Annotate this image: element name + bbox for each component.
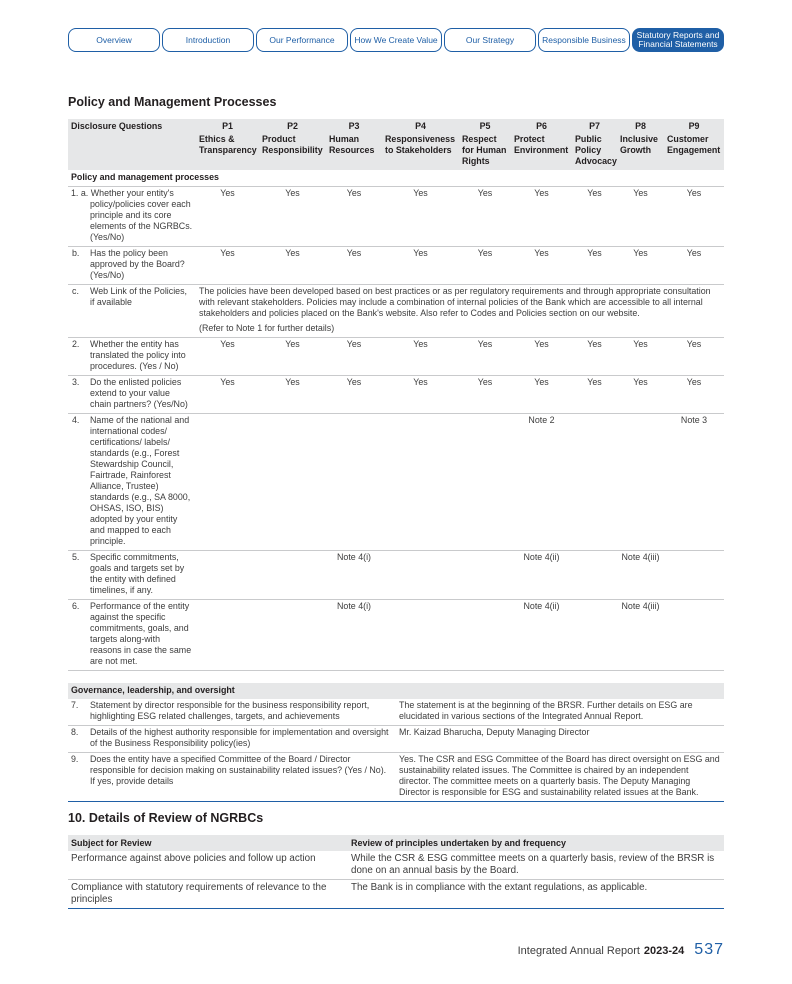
cell-value: Yes bbox=[326, 187, 382, 247]
cell-value bbox=[572, 551, 617, 600]
tab-statutory-reports[interactable]: Statutory Reports and Financial Statements bbox=[632, 28, 724, 52]
principle-code: P9 bbox=[664, 119, 724, 133]
cell-value: Yes bbox=[382, 338, 459, 376]
column-header: Review of principles undertaken by and frequency bbox=[348, 835, 724, 851]
question-text: Does the entity have a specified Committee of the Board / Director responsible for decision making on sustainability related issues? (Yes / No). If yes, provide details bbox=[90, 754, 387, 786]
policy-web-link-text: The policies have been developed based on best practices or as per regulatory requirements and through appropriate consultation with relevant stakeholders. Policies may include a combination of internal policies of the Bank which are accessible to all internal stakeholders and policies placed on the Bank's website. Also refer to Codes and Policies section on our website. bbox=[199, 286, 711, 318]
cell-value: Yes bbox=[511, 187, 572, 247]
table-row bbox=[68, 338, 724, 376]
page-number: 537 bbox=[694, 941, 724, 958]
cell-value: Yes bbox=[196, 376, 259, 414]
question-text: Has the policy been approved by the Board? (Yes/No) bbox=[90, 248, 185, 280]
cell-value: Yes bbox=[617, 247, 664, 285]
question-text: Statement by director responsible for the business responsibility report, highlighting ESG related challenges, targets, and achievements bbox=[90, 700, 370, 721]
cell-value bbox=[572, 600, 617, 671]
cell-value bbox=[664, 600, 724, 671]
tab-our-strategy[interactable]: Our Strategy bbox=[444, 28, 536, 52]
tab-introduction[interactable]: Introduction bbox=[162, 28, 254, 52]
cell-value bbox=[459, 600, 511, 671]
row-number: b. bbox=[72, 248, 80, 258]
principle-name: Human Resources bbox=[326, 133, 382, 170]
review-section-title: 10. Details of Review of NGRBCs bbox=[68, 811, 264, 825]
cell-value bbox=[382, 414, 459, 551]
cell-value: Note 4(ii) bbox=[511, 600, 572, 671]
cell-value: Yes bbox=[382, 247, 459, 285]
table-header-row bbox=[68, 119, 724, 133]
cell-value bbox=[382, 600, 459, 671]
question-text: Name of the national and international codes/ certifications/ labels/ standards (e.g., Forest Stewardship Council, Fairtrade, Rainforest Alliance, Trustee) standards (e.g., SA 8000, OHSAS, ISO, BIS) adopted by your entity and mapped to each principle. bbox=[90, 415, 191, 546]
cell-value bbox=[459, 551, 511, 600]
cell-value: Note 4(i) bbox=[326, 600, 382, 671]
cell-value: Yes bbox=[459, 187, 511, 247]
cell-value: Yes bbox=[511, 338, 572, 376]
page-title: Policy and Management Processes bbox=[68, 95, 277, 109]
tab-how-we-create-value[interactable]: How We Create Value bbox=[350, 28, 442, 52]
cell-value: Note 3 bbox=[664, 414, 724, 551]
section-label: Policy and management processes bbox=[68, 170, 724, 187]
principle-code: P4 bbox=[382, 119, 459, 133]
cell-value bbox=[259, 414, 326, 551]
principle-name: Public Policy Advocacy bbox=[572, 133, 617, 170]
row-number: 4. bbox=[72, 415, 80, 425]
cell-value: Note 4(i) bbox=[326, 551, 382, 600]
cell-value: Yes bbox=[511, 376, 572, 414]
question-text: Web Link of the Policies, if available bbox=[90, 286, 188, 307]
row-number: 3. bbox=[72, 377, 80, 387]
cell-value: Note 4(iii) bbox=[617, 551, 664, 600]
cell-value bbox=[259, 551, 326, 600]
cell-value: Yes bbox=[664, 247, 724, 285]
tab-our-performance[interactable]: Our Performance bbox=[256, 28, 348, 52]
table-row bbox=[68, 851, 724, 880]
cell-value: Yes bbox=[196, 247, 259, 285]
cell-value: Yes bbox=[572, 187, 617, 247]
cell-value: Yes bbox=[196, 187, 259, 247]
cell-value bbox=[382, 551, 459, 600]
principle-code: P7 bbox=[572, 119, 617, 133]
cell-value: Yes bbox=[259, 187, 326, 247]
question-text: Do the enlisted policies extend to your value chain partners? (Yes/No) bbox=[90, 377, 188, 409]
principle-name: Customer Engagement bbox=[664, 133, 724, 170]
cell-value: Yes bbox=[572, 247, 617, 285]
row-number: 9. bbox=[71, 754, 79, 764]
cell-value: Yes bbox=[259, 338, 326, 376]
row-number: 6. bbox=[72, 601, 80, 611]
review-subject: Performance against above policies and follow up action bbox=[68, 851, 348, 880]
cell-value: Yes bbox=[664, 187, 724, 247]
principle-name: Ethics & Transparency bbox=[196, 133, 259, 170]
table-row bbox=[68, 551, 724, 600]
table-header-row bbox=[68, 133, 724, 170]
column-header: Subject for Review bbox=[68, 835, 348, 851]
cell-value: Yes bbox=[459, 247, 511, 285]
principle-code: P3 bbox=[326, 119, 382, 133]
tab-responsible-business[interactable]: Responsible Business bbox=[538, 28, 630, 52]
cell-value: Yes bbox=[664, 376, 724, 414]
principle-name: Inclusive Growth bbox=[617, 133, 664, 170]
cell-value: Yes bbox=[572, 376, 617, 414]
answer-text: The statement is at the beginning of the BRSR. Further details on ESG are elucidated in various sections of the Integrated Annual Report. bbox=[396, 699, 724, 726]
question-text: Whether your entity's policy/policies cover each principle and its core elements of the NGRBCs. (Yes/No) bbox=[90, 188, 193, 242]
cell-value bbox=[664, 551, 724, 600]
question-text: Details of the highest authority responsible for implementation and oversight of the Business Responsibility policy(ies) bbox=[90, 727, 389, 748]
table-row bbox=[68, 414, 724, 551]
review-subject: Compliance with statutory requirements of relevance to the principles bbox=[68, 880, 348, 909]
cell-value: Note 4(iii) bbox=[617, 600, 664, 671]
row-number: 7. bbox=[71, 700, 79, 710]
cell-value: Yes bbox=[326, 338, 382, 376]
principle-name: Responsiveness to Stakeholders bbox=[382, 133, 459, 170]
policy-table bbox=[68, 119, 724, 671]
cell-value: Yes bbox=[326, 376, 382, 414]
answer-text: Yes. The CSR and ESG Committee of the Board has direct oversight on ESG and sustainability related issues. The Committee is chaired by an independent director. The committee meets on a quarterly basis. The Deputy Managing Director is responsible for ESG and sustainability related issues at the Bank. bbox=[396, 753, 724, 802]
table-row bbox=[68, 247, 724, 285]
question-text: Whether the entity has translated the policy into procedures. (Yes / No) bbox=[90, 339, 186, 371]
principle-name: Respect for Human Rights bbox=[459, 133, 511, 170]
cell-value bbox=[572, 414, 617, 551]
table-header-row bbox=[68, 683, 724, 699]
cell-value: Note 4(ii) bbox=[511, 551, 572, 600]
report-name: Integrated Annual Report bbox=[517, 945, 640, 957]
table-row bbox=[68, 376, 724, 414]
cell-value: Yes bbox=[459, 376, 511, 414]
cell-value: Yes bbox=[664, 338, 724, 376]
review-detail: The Bank is in compliance with the extant regulations, as applicable. bbox=[348, 880, 724, 909]
table-row bbox=[68, 699, 724, 726]
table-row bbox=[68, 753, 724, 802]
cell-value: Yes bbox=[617, 376, 664, 414]
row-number: 8. bbox=[71, 727, 79, 737]
governance-table bbox=[68, 683, 724, 802]
cell-value: Yes bbox=[326, 247, 382, 285]
cell-value: Yes bbox=[459, 338, 511, 376]
row-number: 5. bbox=[72, 552, 80, 562]
cell-value bbox=[196, 414, 259, 551]
principle-code: P8 bbox=[617, 119, 664, 133]
table-row bbox=[68, 600, 724, 671]
table-row bbox=[68, 285, 724, 338]
question-text: Specific commitments, goals and targets set by the entity with defined timelines, if any. bbox=[90, 552, 185, 595]
cell-value: Yes bbox=[196, 338, 259, 376]
section-row bbox=[68, 170, 724, 187]
table-row bbox=[68, 726, 724, 753]
disclosure-questions-header: Disclosure Questions bbox=[68, 119, 196, 133]
cell-value: Yes bbox=[382, 187, 459, 247]
cell-value: Yes bbox=[382, 376, 459, 414]
cell-value: Yes bbox=[259, 247, 326, 285]
cell-value bbox=[259, 600, 326, 671]
table-row bbox=[68, 880, 724, 909]
cell-value: Yes bbox=[511, 247, 572, 285]
principle-code: P5 bbox=[459, 119, 511, 133]
section-navigation bbox=[68, 28, 728, 52]
cell-value: Yes bbox=[259, 376, 326, 414]
page-footer bbox=[518, 941, 724, 959]
row-number: 2. bbox=[72, 339, 80, 349]
policy-note-reference: (Refer to Note 1 for further details) bbox=[199, 323, 335, 333]
table-header-row bbox=[68, 835, 724, 851]
row-number: c. bbox=[72, 286, 79, 296]
cell-value bbox=[196, 551, 259, 600]
cell-value: Yes bbox=[572, 338, 617, 376]
cell-value bbox=[326, 414, 382, 551]
principle-name: Product Responsibility bbox=[259, 133, 326, 170]
tab-overview[interactable]: Overview bbox=[68, 28, 160, 52]
row-number: 1. a. bbox=[71, 188, 89, 198]
principle-code: P6 bbox=[511, 119, 572, 133]
question-text: Performance of the entity against the specific commitments, goals, and targets along-with reasons in case the same are not met. bbox=[90, 601, 192, 666]
answer-text: Mr. Kaizad Bharucha, Deputy Managing Director bbox=[396, 726, 724, 753]
cell-value: Note 2 bbox=[511, 414, 572, 551]
cell-value bbox=[459, 414, 511, 551]
principle-code: P1 bbox=[196, 119, 259, 133]
review-detail: While the CSR & ESG committee meets on a quarterly basis, review of the BRSR is done on an annual basis by the Board. bbox=[348, 851, 724, 880]
cell-value: Yes bbox=[617, 187, 664, 247]
report-year: 2023-24 bbox=[643, 945, 685, 957]
cell-value: Yes bbox=[617, 338, 664, 376]
governance-header: Governance, leadership, and oversight bbox=[68, 683, 724, 699]
table-row bbox=[68, 187, 724, 247]
principle-name: Protect Environment bbox=[511, 133, 572, 170]
review-table bbox=[68, 835, 724, 909]
cell-value bbox=[617, 414, 664, 551]
cell-value bbox=[196, 600, 259, 671]
principle-code: P2 bbox=[259, 119, 326, 133]
